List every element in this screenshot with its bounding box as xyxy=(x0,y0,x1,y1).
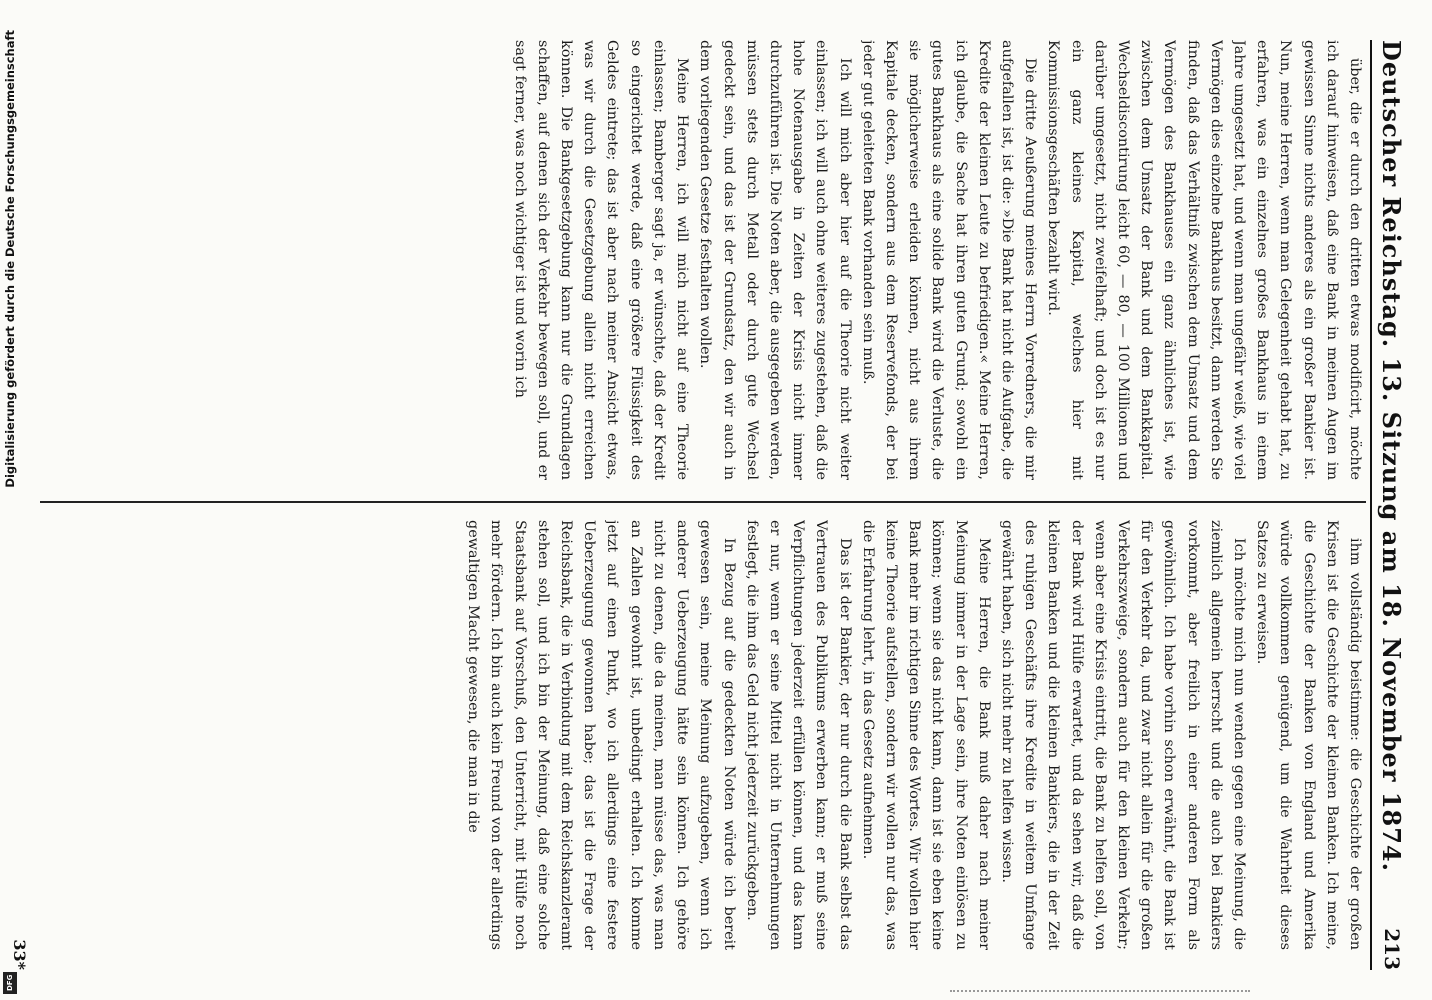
digitization-strip xyxy=(2,0,18,1000)
page-header xyxy=(1370,40,1412,970)
paragraph: Die dritte Aeußerung meines Herrn Vorredners, die mir aufgefallen ist, ist die: »Die Bank hat nicht die Aufgabe, die Kredite der kleinen Leute zu befriedigen.« Meine Herren, ich glaube, die Sache hat ihren guten Grund; sowohl ein gutes Bankhaus als eine solide Bank wird die Verluste, die sie möglicherweise erleiden können, nicht aus ihrem Kapitale decken, sondern aus dem Reservefonds, der bei jeder gut geleiteten Bank vorhanden sein muß. xyxy=(859,40,1039,480)
page-body xyxy=(10,40,1366,970)
column-divider xyxy=(40,501,1366,503)
paragraph: Ich will mich aber hier auf die Theorie nicht weiter einlassen; ich will auch ohne weiteres zugestehen, daß die hohe Notenausgabe in Zeiten der Krisis nicht immer durchzuführen ist. Die Noten aber, die ausgegeben werden, müssen stets durch Metall oder durch gute Wechsel gedeckt sein, und das ist der Grundsatz, den wir auch in dem vorliegenden Gesetze festhalten wollen. xyxy=(697,40,853,480)
running-title: Deutscher Reichstag. 13. Sitzung am 18. November 1874. xyxy=(1377,40,1407,872)
paragraph: Meine Herren, ich will mich nicht auf eine Theorie einlassen; Bamberger sagt ja, er wünschte, daß der Kredit so eingerichtet werde, daß eine größere Flüssigkeit des Geldes eintrete; das ist aber nach meiner Ansicht etwas, was wir durch die Gesetzgebung allein nicht erreichen können. Die Bankgesetzgebung kann nur die Grundlagen schaffen, auf denen sich der Verkehr bewegen soll, und er sagt ferner, was noch wichtiger ist und worin ich xyxy=(511,40,691,480)
paragraph: ihm vollständig beistimme: die Geschichte der großen Krisen ist die Geschichte der kleinen Banken. Ich meine, die Geschichte der Banken von England und Amerika würde vollkommen genügend, um die Wahrheit dieses Satzes zu erweisen. xyxy=(1254,520,1363,950)
digitization-credit: Digitalisierung gefördert durch die Deutsche Forschungsgemeinschaft xyxy=(3,30,17,488)
right-column xyxy=(40,520,1366,950)
left-column xyxy=(40,40,1366,480)
paragraph: Ich möchte mich nun wenden gegen eine Meinung, die ziemlich allgemein herrscht und die auch bei Bankiers vorkommt, aber freilich in einer anderen Form als gewöhnlich. Ich habe vorhin schon erwähnt, die Bank ist für den Verkehr da, und zwar nicht allein für die großen Verkehrszweige, sondern auch für den kleinen Verkehr; wenn aber eine Krisis eintritt, die Bank zu helfen soll, von der Bank wird Hülfe erwartet, und da sehen wir, daß die kleinen Banken und die kleinen Bankiers, die in der Zeit des ruhigen Geschäfts ihre Kredite in weitem Umfange gewährt haben, sich nicht mehr zu helfen wissen. xyxy=(998,520,1247,950)
dfg-logo-icon: DFG xyxy=(3,972,17,994)
sheet-signature: 33* xyxy=(10,939,29,970)
paragraph: über, die er durch den dritten etwas modificirt, möchte ich darauf hinweisen, daß eine Bank in meinen Augen im gewissen Sinne nichts anderes als ein großer Bankier ist. Nun, meine Herren, wenn man Gelegenheit gehabt hat, zu erfahren, was ein einzelnes großes Bankhaus in einem Jahre umgesetzt hat, und wenn man ungefähr weiß, wie viel Vermögen dies einzelne Bankhaus besitzt, dann werden Sie finden, daß das Verhältniß zwischen dem Umsatz und dem Vermögen des Bankhauses ein ganz ähnliches ist, wie zwischen dem Umsatz der Bank und dem Bankkapital. Wechseldiscontirung leicht 60, — 80, — 100 Millionen und darüber umgesetzt, nicht zweifelhaft; und doch ist es nur ein ganz kleines Kapital, welches hier mit Kommissionsgeschäften bezahlt wird. xyxy=(1045,40,1363,480)
paragraph: In Bezug auf die gedeckten Noten würde ich bereit gewesen sein, meine Meinung aufzugeben, wenn ich anderer Ueberzeugung hätte sein können. Ich gehöre nicht zu denen, die da meinen, man müsse das, was man an Zahlen gewohnt ist, unbedingt erhalten. Ich komme jetzt auf einen Punkt, wo ich allerdings eine festere Ueberzeugung gewonnen habe; das ist die Frage der Reichsbank, die in Verbindung mit dem Reichskanzleramt stehen soll, und ich bin der Meinung, daß eine solche Staatsbank auf Vorschuß, den Unterricht, mit Hülfe noch mehr fördern. Ich bin auch kein Freund von der allerdings gewaltigen Macht gewesen, die man in die xyxy=(465,520,737,950)
scan-artifact xyxy=(950,990,1250,1000)
paragraph: Meine Herren, die Bank muß daher nach meiner Meinung immer in der Lage sein, ihre Noten einlösen zu können; wenn sie das nicht kann, dann ist sie eben keine Bank mehr im richtigen Sinne des Wortes. Wir wollen hier keine Theorie aufstellen, sondern wir wollen nur das, was die Erfahrung lehrt, in das Gesetz aufnehmen. xyxy=(859,520,992,950)
paragraph: Das ist der Bankier, der nur durch die Bank selbst das Vertrauen des Publikums erwerben kann; er muß seine Verpflichtungen jederzeit erfüllen können, und das kann er nur, wenn er seine Mittel nicht in Unternehmungen festlegt, die ihm das Geld nicht jederzeit zurückgeben. xyxy=(743,520,853,950)
page-number: 213 xyxy=(1380,928,1404,970)
